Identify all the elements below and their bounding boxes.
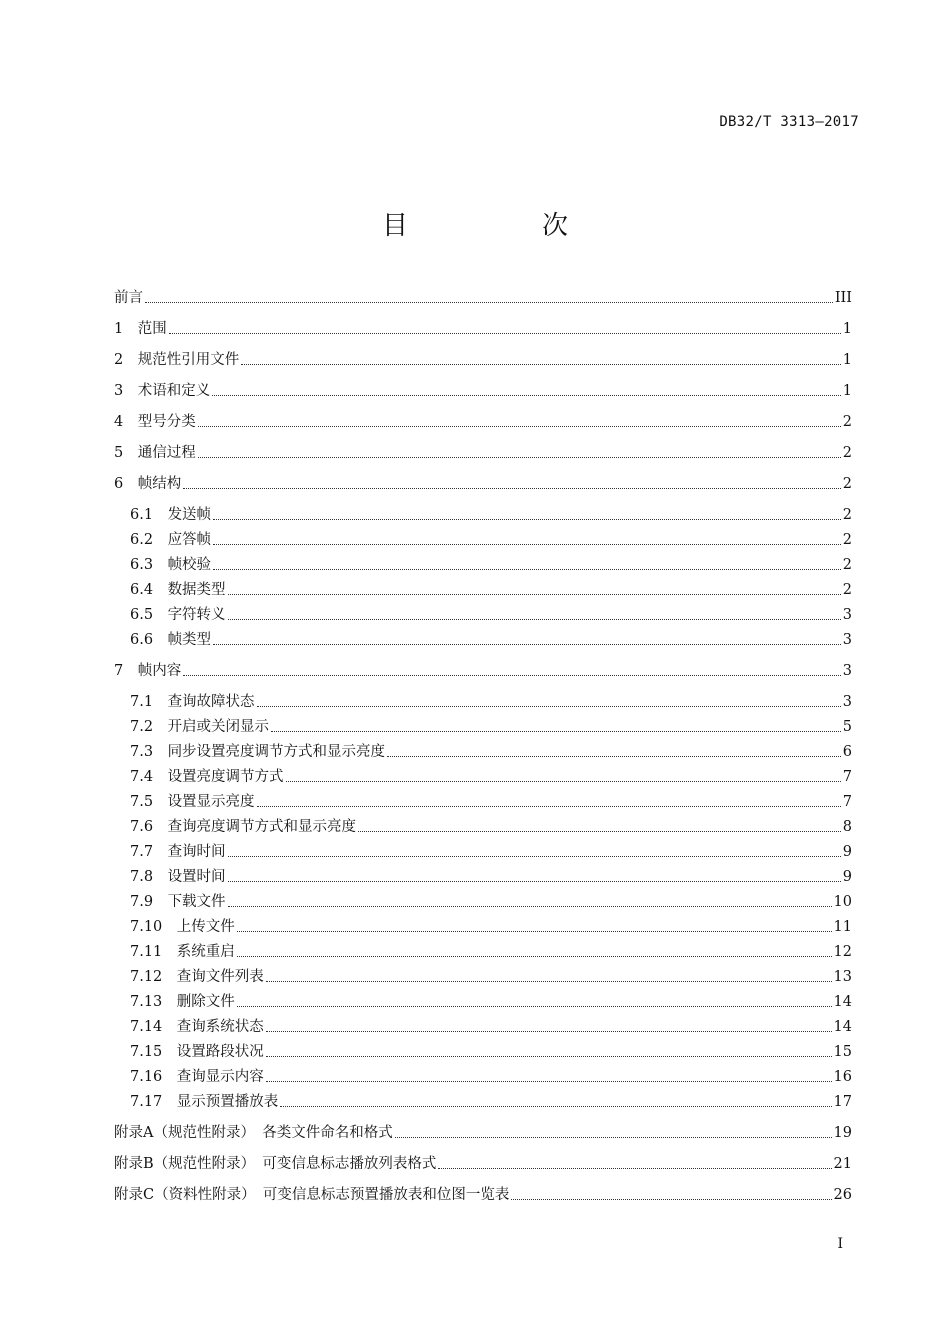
dot-leader <box>228 881 841 882</box>
toc-entry-title: 查询亮度调节方式和显示亮度 <box>167 819 357 835</box>
dot-leader <box>511 1199 831 1200</box>
toc-entry-title: 下载文件 <box>167 894 226 910</box>
toc-entry-number: 4 <box>114 414 138 430</box>
dot-leader <box>438 1168 831 1169</box>
toc-entry-title: 规范性引用文件 <box>137 352 240 368</box>
dot-leader <box>387 756 841 757</box>
standard-code: DB32/T 3313—2017 <box>719 114 859 130</box>
dot-leader <box>212 395 841 396</box>
toc-entry[interactable] <box>114 319 852 339</box>
toc-entry-title: 发送帧 <box>167 507 212 523</box>
toc-entry-title: 查询系统状态 <box>176 1019 264 1035</box>
toc-entry-page: III <box>834 290 852 306</box>
dot-leader <box>145 302 833 303</box>
toc-entry-page: 7 <box>842 769 852 785</box>
toc-entry-title: 设置时间 <box>167 869 226 885</box>
toc-entry-page: 13 <box>833 969 852 985</box>
toc-entry-page: 9 <box>842 844 852 860</box>
toc-entry[interactable] <box>130 992 852 1012</box>
toc-entry-title: 数据类型 <box>167 582 226 598</box>
toc-entry[interactable] <box>130 505 852 525</box>
toc-entry[interactable] <box>130 555 852 575</box>
toc-entry-number: 附录C（资料性附录） <box>114 1187 263 1203</box>
toc-entry[interactable] <box>130 630 852 650</box>
toc-entry-title: 查询显示内容 <box>176 1069 264 1085</box>
toc-entry-number: 6.4 <box>130 582 168 598</box>
toc-entry-title: 设置路段状况 <box>176 1044 264 1060</box>
toc-entry[interactable] <box>114 1154 852 1174</box>
toc-entry-number: 7.13 <box>130 994 177 1010</box>
toc-entry-number: 7 <box>114 663 138 679</box>
toc-entry-number: 6.5 <box>130 607 168 623</box>
toc-entry-title: 通信过程 <box>137 445 196 461</box>
toc-entry-number: 7.9 <box>130 894 168 910</box>
toc-entry-title: 帧校验 <box>167 557 212 573</box>
toc-entry-number: 6.1 <box>130 507 168 523</box>
toc-entry-page: 11 <box>833 919 852 935</box>
toc-entry-page: 3 <box>842 632 852 648</box>
toc-entry-page: 3 <box>842 607 852 623</box>
toc-entry[interactable] <box>130 917 852 937</box>
toc-entry-page: 6 <box>842 744 852 760</box>
toc-entry-page: 12 <box>833 944 852 960</box>
toc-entry[interactable] <box>130 1067 852 1087</box>
toc-entry[interactable] <box>130 717 852 737</box>
toc-entry-page: 7 <box>842 794 852 810</box>
toc-entry-page: 2 <box>842 445 852 461</box>
toc-entry-number: 6.2 <box>130 532 168 548</box>
toc-entry-number: 7.10 <box>130 919 177 935</box>
toc-entry-number: 1 <box>114 321 138 337</box>
toc-entry-page: 2 <box>842 532 852 548</box>
toc-entry-page: 8 <box>842 819 852 835</box>
toc-entry[interactable] <box>130 580 852 600</box>
toc-entry-page: 2 <box>842 582 852 598</box>
toc-entry[interactable] <box>130 742 852 762</box>
toc-entry[interactable] <box>114 350 852 370</box>
toc-entry-page: 10 <box>833 894 852 910</box>
toc-entry-page: 3 <box>842 694 852 710</box>
toc-entry-title: 各类文件命名和格式 <box>262 1125 393 1141</box>
toc-entry-number: 7.2 <box>130 719 168 735</box>
toc-entry-number: 7.3 <box>130 744 168 760</box>
toc-entry-title: 术语和定义 <box>137 383 211 399</box>
toc-entry-title: 开启或关闭显示 <box>167 719 270 735</box>
toc-entry[interactable] <box>130 792 852 812</box>
toc-entry[interactable] <box>114 443 852 463</box>
toc-entry-number: 7.14 <box>130 1019 177 1035</box>
toc-entry-number: 7.6 <box>130 819 168 835</box>
dot-leader <box>237 956 832 957</box>
toc-entry[interactable] <box>114 381 852 401</box>
toc-entry[interactable] <box>114 661 852 681</box>
page-number: I <box>837 1236 843 1252</box>
toc-entry-number: 3 <box>114 383 138 399</box>
dot-leader <box>183 488 841 489</box>
dot-leader <box>266 1056 832 1057</box>
toc-entry-page: 2 <box>842 507 852 523</box>
dot-leader <box>198 426 841 427</box>
toc-entry-title: 系统重启 <box>176 944 235 960</box>
toc-entry-page: 2 <box>842 557 852 573</box>
dot-leader <box>395 1137 832 1138</box>
toc-entry-page: 2 <box>842 476 852 492</box>
toc-entry-page: 5 <box>842 719 852 735</box>
toc-entry-number: 5 <box>114 445 138 461</box>
toc-entry-page: 14 <box>833 1019 852 1035</box>
dot-leader <box>257 806 841 807</box>
toc-entry-title: 前言 <box>114 290 143 306</box>
toc-entry[interactable] <box>130 692 852 712</box>
dot-leader <box>228 594 841 595</box>
toc-entry-page: 26 <box>833 1187 852 1203</box>
dot-leader <box>266 981 832 982</box>
dot-leader <box>257 706 841 707</box>
toc-entry[interactable] <box>130 817 852 837</box>
toc-entry-number: 7.17 <box>130 1094 177 1110</box>
toc-entry-number: 7.16 <box>130 1069 177 1085</box>
dot-leader <box>271 731 841 732</box>
dot-leader <box>228 856 841 857</box>
toc-entry-page: 14 <box>833 994 852 1010</box>
toc-entry-page: 1 <box>842 383 852 399</box>
toc-entry-number: 附录B（规范性附录） <box>114 1156 263 1172</box>
dot-leader <box>183 675 841 676</box>
toc-entry-number: 附录A（规范性附录） <box>114 1125 263 1141</box>
toc-entry-title: 范围 <box>137 321 167 337</box>
dot-leader <box>237 1006 832 1007</box>
dot-leader <box>266 1031 832 1032</box>
toc-entry-number: 7.15 <box>130 1044 177 1060</box>
dot-leader <box>213 569 841 570</box>
toc-entry-number: 2 <box>114 352 138 368</box>
toc-entry-number: 6 <box>114 476 138 492</box>
toc-entry-number: 7.5 <box>130 794 168 810</box>
toc-entry-page: 16 <box>833 1069 852 1085</box>
dot-leader <box>237 931 832 932</box>
toc-entry-page: 9 <box>842 869 852 885</box>
toc-entry-title: 显示预置播放表 <box>176 1094 279 1110</box>
dot-leader <box>241 364 841 365</box>
toc-entry-page: 19 <box>833 1125 852 1141</box>
toc-entry-title: 同步设置亮度调节方式和显示亮度 <box>167 744 386 760</box>
toc-entry-page: 2 <box>842 414 852 430</box>
toc-entry-page: 15 <box>833 1044 852 1060</box>
dot-leader <box>213 544 841 545</box>
toc-entry-page: 21 <box>833 1156 852 1172</box>
toc-entry[interactable] <box>114 288 852 308</box>
toc-entry-page: 1 <box>842 321 852 337</box>
dot-leader <box>213 644 841 645</box>
toc-entry-title: 帧内容 <box>137 663 182 679</box>
toc-entry[interactable] <box>130 942 852 962</box>
toc-entry-title: 应答帧 <box>167 532 212 548</box>
toc-entry[interactable] <box>130 842 852 862</box>
toc-entry-title: 删除文件 <box>176 994 235 1010</box>
toc-entry-number: 7.4 <box>130 769 168 785</box>
toc-entry-number: 7.1 <box>130 694 168 710</box>
dot-leader <box>266 1081 832 1082</box>
toc-entry-number: 7.7 <box>130 844 168 860</box>
toc-entry-title: 查询故障状态 <box>167 694 255 710</box>
toc-entry-title: 型号分类 <box>137 414 196 430</box>
dot-leader <box>280 1106 831 1107</box>
toc-entry[interactable] <box>114 1123 852 1143</box>
toc-entry[interactable] <box>130 767 852 787</box>
toc-entry-title: 字符转义 <box>167 607 226 623</box>
toc-entry[interactable] <box>130 1042 852 1062</box>
toc-entry[interactable] <box>130 605 852 625</box>
dot-leader <box>198 457 841 458</box>
page-title: 目 次 <box>381 211 622 241</box>
toc-entry-title: 上传文件 <box>176 919 235 935</box>
toc-entry-title: 可变信息标志预置播放表和位图一览表 <box>262 1187 510 1203</box>
dot-leader <box>169 333 841 334</box>
toc-entry-title: 设置显示亮度 <box>167 794 255 810</box>
toc-entry-number: 7.8 <box>130 869 168 885</box>
toc-entry-title: 帧类型 <box>167 632 212 648</box>
dot-leader <box>228 906 832 907</box>
dot-leader <box>358 831 841 832</box>
toc-entry[interactable] <box>130 1017 852 1037</box>
toc-entry-page: 1 <box>842 352 852 368</box>
toc-entry[interactable] <box>130 967 852 987</box>
toc-entry-title: 查询时间 <box>167 844 226 860</box>
toc-entry[interactable] <box>130 867 852 887</box>
toc-entry-number: 7.11 <box>130 944 177 960</box>
toc-entry[interactable] <box>114 474 852 494</box>
toc-entry-page: 17 <box>833 1094 852 1110</box>
toc-entry-number: 7.12 <box>130 969 177 985</box>
dot-leader <box>213 519 841 520</box>
dot-leader <box>286 781 841 782</box>
toc-entry-title: 查询文件列表 <box>176 969 264 985</box>
toc-entry-title: 设置亮度调节方式 <box>167 769 284 785</box>
toc-entry-title: 可变信息标志播放列表格式 <box>262 1156 437 1172</box>
toc-entry[interactable] <box>114 1185 852 1205</box>
dot-leader <box>228 619 841 620</box>
toc-entry-title: 帧结构 <box>137 476 182 492</box>
toc-entry[interactable] <box>130 530 852 550</box>
toc-entry-number: 6.3 <box>130 557 168 573</box>
toc-entry[interactable] <box>114 412 852 432</box>
toc-entry[interactable] <box>130 892 852 912</box>
toc-entry[interactable] <box>130 1092 852 1112</box>
toc-entry-page: 3 <box>842 663 852 679</box>
toc-entry-number: 6.6 <box>130 632 168 648</box>
